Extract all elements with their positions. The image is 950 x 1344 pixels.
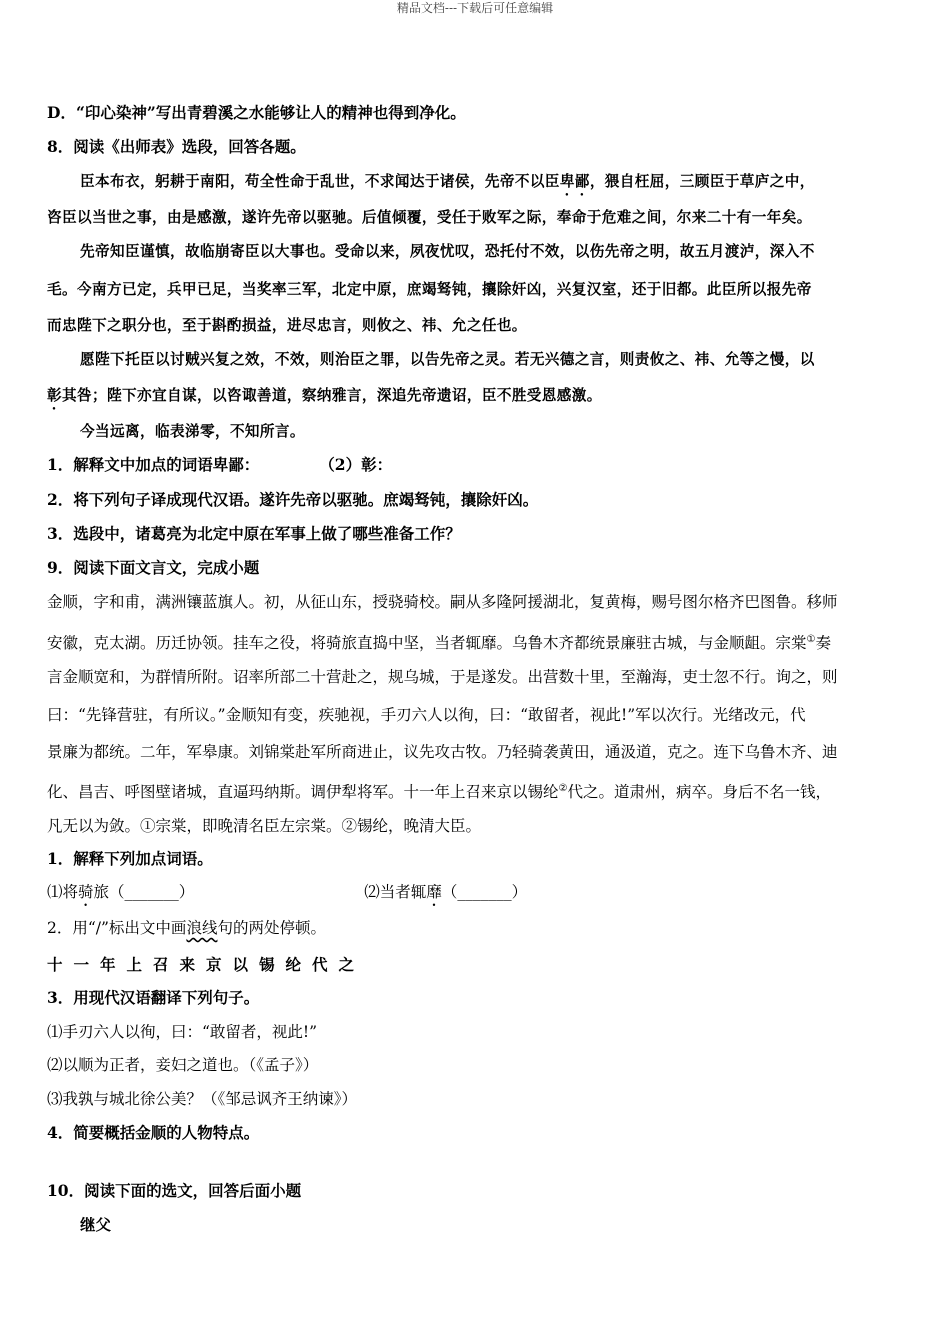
footnote-marker: ① bbox=[806, 634, 816, 645]
translation-item-1: ⑴手刃六人以徇，曰：“敢留者，视此!” bbox=[47, 1023, 318, 1041]
question-8-3: 3．选段中，诸葛亮为北定中原在军事上做了哪些准备工作？ bbox=[47, 524, 461, 543]
classical-text-line: 凡无以为敛。①宗棠，即晚清名臣左宗棠。②锡纶，晚清大臣。 bbox=[47, 817, 482, 835]
emphasized-word-mi: 靡 bbox=[426, 883, 442, 901]
classical-text-line: 金顺，字和甫，满洲镶蓝旗人。初，从征山东，授骁骑校。嗣从多隆阿援湖北，复黄梅，赐号图尔格齐巴图鲁。移师 bbox=[47, 593, 838, 611]
translation-item-2: ⑵以顺为正者，妾妇之道也。（《孟子》） bbox=[47, 1056, 319, 1074]
question-9-title: 9．阅读下面文言文，完成小题 bbox=[47, 558, 260, 577]
passage-line: 愿陛下托臣以讨贼兴复之效，不效，则治臣之罪，以告先帝之灵。若无兴德之言，则责攸之、祎、允等之慢，以 bbox=[80, 351, 815, 368]
emphasized-word-zhang: 彰 bbox=[47, 387, 62, 404]
passage-title: 继父 bbox=[80, 1215, 112, 1234]
passage-line: 咨臣以当世之事，由是感激，遂许先帝以驱驰。后值倾覆，受任于败军之际，奉命于危难之间，尔来二十有一年矣。 bbox=[47, 209, 812, 226]
translation-item-3: ⑶我孰与城北徐公美？（《邹忌讽齐王纳谏》） bbox=[47, 1090, 358, 1108]
wavy-underline-text: 浪线 bbox=[186, 919, 218, 937]
question-9-2: 2．用“/”标出文中画浪线句的两处停顿。 bbox=[47, 919, 326, 937]
pause-marking-sentence: 十一年上召来京以锡纶代之 bbox=[47, 955, 366, 974]
page-header: 精品文档---下载后可任意编辑 bbox=[396, 1, 554, 15]
passage-line: 臣本布衣，躬耕于南阳，苟全性命于乱世，不求闻达于诸侯，先帝不以臣卑鄙，猥自枉屈，三顾臣于草庐之中， bbox=[80, 173, 815, 190]
classical-text-line: 言金顺宽和，为群情所附。诏率所部二十营赴之，规乌城，于是遂发。出营数十里，至瀚海，吏士忽不行。询之，则 bbox=[47, 668, 838, 686]
question-8-title: 8．阅读《出师表》选段，回答各题。 bbox=[47, 137, 306, 156]
emphasized-word-beibi: 卑鄙 bbox=[559, 173, 590, 190]
option-d-line: D．“印心染神”写出青碧溪之水能够让人的精神也得到净化。 bbox=[47, 103, 466, 122]
classical-text-line: 曰：“先锋营驻，有所议。”金顺知有变，疾驰视，手刃六人以徇，曰：“敢留者，视此!”军以次行。光绪改元，代 bbox=[47, 706, 806, 724]
question-8-1: 1．解释文中加点的词语卑鄙： （2）彰： bbox=[47, 455, 393, 474]
classical-text-line: 景廉为都统。二年，军皋康。刘锦棠赴军所商进止，议先攻古牧。乃轻骑袭黄田，通汲道，克之。连下乌鲁木齐、迪 bbox=[47, 743, 838, 761]
passage-line: 毛。今南方已定，兵甲已足，当奖率三军，北定中原，庶竭驽钝，攘除奸凶，兴复汉室，还于旧都。此臣所以报先帝 bbox=[47, 281, 812, 298]
question-9-1-items: ⑴将骑旅（_______） ⑵当者辄靡（_______） bbox=[47, 883, 528, 901]
question-10-title: 10．阅读下面的选文，回答后面小题 bbox=[47, 1181, 302, 1200]
classical-text-line: 安徽，克太湖。历迁协领。挂车之役，将骑旅直捣中坚，当者辄靡。乌鲁木齐都统景廉驻古城，与金顺龃。宗棠①奏 bbox=[47, 634, 831, 653]
passage-line: 先帝知臣谨慎，故临崩寄臣以大事也。受命以来，夙夜忧叹，恐托付不效，以伤先帝之明，故五月渡泸，深入不 bbox=[80, 243, 815, 260]
footnote-marker: ② bbox=[558, 783, 568, 794]
question-9-3: 3．用现代汉语翻译下列句子。 bbox=[47, 988, 260, 1007]
emphasized-word-qi: 骑 bbox=[78, 883, 94, 901]
passage-line: 今当远离，临表涕零，不知所言。 bbox=[80, 423, 305, 440]
question-9-1: 1．解释下列加点词语。 bbox=[47, 849, 213, 868]
question-8-2: 2．将下列句子译成现代汉语。遂许先帝以驱驰。庶竭驽钝，攘除奸凶。 bbox=[47, 490, 539, 509]
classical-text-line: 化、昌吉、呼图壁诸城，直逼玛纳斯。调伊犁将军。十一年上召来京以锡纶②代之。道肃州，病卒。身后不名一钱， bbox=[47, 783, 831, 802]
question-9-4: 4．简要概括金顺的人物特点。 bbox=[47, 1123, 260, 1142]
passage-line: 而忠陛下之职分也，至于斟酌损益，进尽忠言，则攸之、祎、允之任也。 bbox=[47, 317, 527, 334]
passage-line: 彰其咎；陛下亦宜自谋，以咨诹善道，察纳雅言，深追先帝遗诏，臣不胜受恩感激。 bbox=[47, 387, 602, 404]
